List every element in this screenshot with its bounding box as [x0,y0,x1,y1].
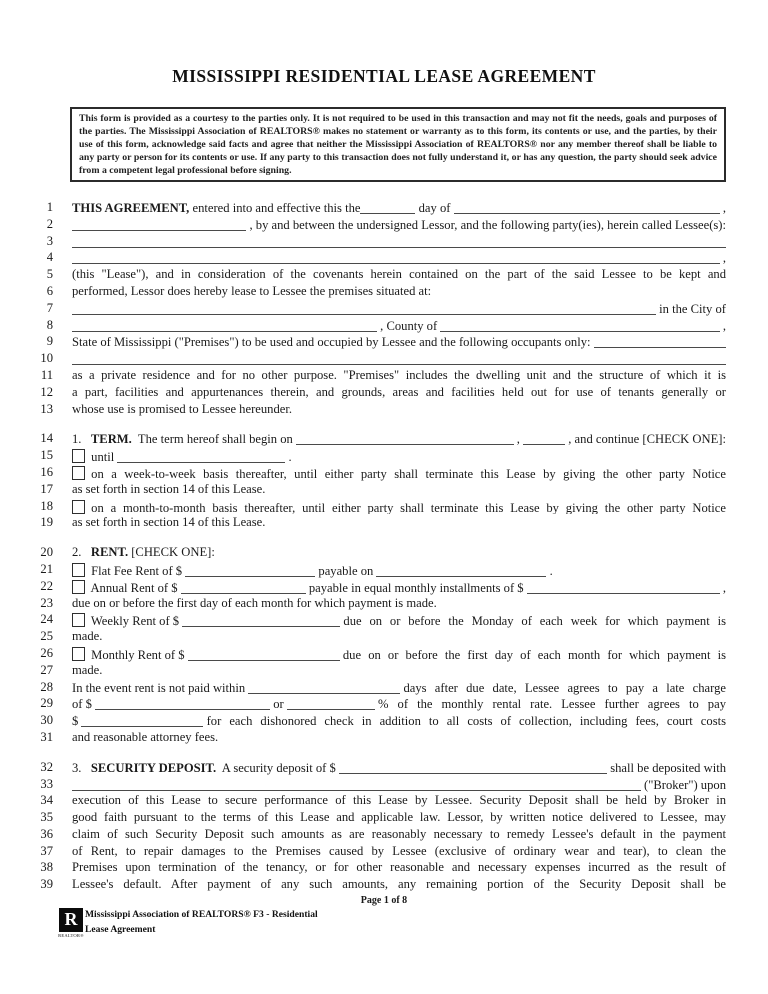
checkbox[interactable] [72,647,85,661]
form-line [40,611,726,628]
line-text: Premises upon termination of the tenancy, or for other reasonable and necessary expenses incurred as the result of [72,860,726,875]
line-number: 37 [40,843,53,858]
line-text: of Rent, to repair damages to the Premises caused by Lessee (exclusive of ordinary wear and tear), to clean the [72,843,726,858]
line-number: 22 [40,578,53,593]
checkbox[interactable] [72,500,85,514]
line-text: Flat Fee Rent of $ [88,563,186,578]
line-text: a part, facilities and appurtenances therein, and grounds, areas and facilities held out for use of tenants generally or [72,384,726,399]
line-number: 27 [40,662,53,677]
line-text: State of Mississippi ("Premises") to be used and occupied by Lessee and the following occupants only: [72,335,594,350]
line-content [72,233,726,250]
line-content [72,679,726,696]
line-content [72,662,726,679]
line-content [72,628,726,645]
form-line [40,578,726,595]
form-line [40,401,726,418]
line-number: 2 [46,216,53,231]
line-content [72,729,726,746]
line-text: , County of [377,318,441,333]
document-body [40,199,726,893]
line-text: Monthly Rent of $ [88,647,188,662]
line-number: 39 [40,877,53,892]
line-number: 36 [40,826,53,841]
checkbox[interactable] [72,466,85,480]
line-number: 24 [40,612,53,627]
blank-field[interactable] [72,778,641,791]
form-line [40,561,726,578]
blank-field[interactable] [117,450,285,463]
line-text: made. [72,662,103,677]
form-line [40,662,726,679]
line-text: (this "Lease"), and in consideration of the covenants herein contained on the part of the said Lessee to be kept and [72,267,726,282]
line-content [72,430,726,447]
form-line [40,776,726,793]
line-content [72,266,726,283]
line-number: 38 [40,860,53,875]
line-content [72,401,726,418]
blank-field[interactable] [81,714,203,727]
line-content [72,645,726,662]
line-number: 35 [40,810,53,825]
line-content [72,695,726,712]
line-text: days after due date, Lessee agrees to pay a late charge [403,680,726,695]
line-number: 21 [40,561,53,576]
blank-field[interactable] [72,251,720,264]
line-content [72,578,726,595]
line-text: entered into and effective this the [189,201,361,215]
line-number: 10 [40,351,53,366]
line-number: 1 [46,200,53,214]
form-line [40,430,726,447]
section-heading-text: RENT. [90,545,129,560]
line-text: Weekly Rent of $ [88,614,183,629]
line-number: 14 [40,431,53,446]
line-text: due on or before the first day of each month for which payment is [342,647,726,662]
line-content [72,712,726,729]
line-number: 11 [40,367,53,382]
line-text: due on or before the first day of each month for which payment is made. [72,595,437,610]
blank-field[interactable] [360,201,415,214]
form-line [40,595,726,612]
line-number: 23 [40,595,53,610]
blank-field[interactable] [72,319,377,332]
form-line [40,792,726,809]
line-number: 6 [46,283,53,298]
line-number: 12 [40,384,53,399]
blank-field[interactable] [72,352,726,365]
line-content [72,792,726,809]
blank-field[interactable] [527,581,720,594]
line-content [72,859,726,876]
form-line [40,233,726,250]
blank-field[interactable] [287,697,375,710]
line-text: due on or before the Monday of each week for which payment is [343,614,726,629]
form-line [40,759,726,776]
form-line [40,679,726,696]
line-text: shall be deposited with [607,760,726,775]
line-text: on a week-to-week basis thereafter, until either party shall terminate this Lease by giving the other party Notice [91,466,726,481]
line-text: $ [72,714,82,729]
form-line [40,843,726,860]
form-line [40,809,726,826]
blank-field[interactable] [72,235,726,248]
checkbox[interactable] [72,563,85,577]
form-line [40,514,726,531]
line-text: made. [72,629,103,644]
line-number: 18 [40,498,53,513]
blank-field[interactable] [181,581,306,594]
line-text: or [270,697,287,712]
line-text: for each dishonored check in addition to all costs of collection, including fees, court costs [206,714,726,729]
form-line [40,199,726,216]
realtor-logo-caption: REALTOR® [58,933,84,938]
form-line [40,317,726,334]
line-text: , [719,251,726,266]
line-text: , [719,201,726,215]
line-content [72,350,726,367]
line-text: [CHECK ONE]: [128,545,215,560]
line-number: 32 [40,759,53,774]
form-line [40,384,726,401]
line-number: 25 [40,629,53,644]
line-text: Lessee's default. After payment of any such amounts, any remaining portion of the Security Deposit shall be [72,877,726,892]
disclaimer-box: This form is provided as a courtesy to the parties only. It is not required to be used in this transaction and may not fit the needs, goals and purposes of the parties. The Mississippi Association of REALTORS® makes no statement or warranty as to this form, its contents or use, and the parties, by their use of this form, acknowledge said facts and agree that neither the Mississippi Association of REALTORS® nor any member thereof shall be liable to any party or person for its contents or use. If any party to this transaction does not fully understand it, or has any question, the party should seek advice from a competent legal professional before signing. [70,107,726,182]
line-text: execution of this Lease to secure performance of this Lease by Lessee. Security Deposit shall be held by Broker in [72,793,726,808]
blank-field[interactable] [185,564,315,577]
line-text: payable on [315,563,377,578]
blank-field[interactable] [95,697,270,710]
line-content [72,249,726,266]
footer-organization [85,908,318,937]
line-content [72,447,726,464]
line-number: 15 [40,448,53,463]
line-number: 17 [40,481,53,496]
line-text: in the City of [656,301,726,316]
line-content [72,544,726,561]
line-content [72,199,726,216]
form-line [40,826,726,843]
line-content [72,317,726,334]
line-content [72,595,726,612]
line-number: 20 [40,545,53,560]
line-number: 9 [46,334,53,349]
line-text: of $ [72,697,96,712]
line-text: , [513,432,524,447]
line-text: 1. [72,432,91,447]
line-text: until [88,450,118,464]
line-content [72,216,726,233]
line-text: A security deposit of $ [216,760,339,775]
line-content [72,876,726,893]
blank-field[interactable] [454,201,720,214]
line-text: Annual Rent of $ [88,580,181,595]
line-text: ("Broker") upon [640,777,726,792]
form-line [40,729,726,746]
form-line [40,283,726,300]
form-line [40,350,726,367]
blank-field[interactable] [72,218,246,231]
form-line [40,544,726,561]
line-text: % of the monthly rental rate. Lessee further agrees to pay [378,697,726,712]
blank-field[interactable] [594,335,726,348]
blank-field[interactable] [523,432,565,445]
blank-field[interactable] [248,681,400,694]
form-line [40,645,726,662]
realtor-logo-icon: R [59,908,83,932]
form-line [40,216,726,233]
line-content [72,283,726,300]
line-text: good faith pursuant to the terms of this Lease and applicable law. Lessor, by written notice delivered to Lessee, may [72,810,726,825]
blank-field[interactable] [440,319,719,332]
line-number: 29 [40,696,53,711]
line-number: 30 [40,713,53,728]
footer-org-line2: Lease Agreement [85,923,156,935]
section-heading-text: TERM. [90,432,132,447]
checkbox[interactable] [72,613,85,627]
form-line [40,859,726,876]
line-number: 28 [40,679,53,694]
line-content [72,367,726,384]
line-content [72,826,726,843]
blank-field[interactable] [188,648,340,661]
line-text: The term hereof shall begin on [131,432,296,447]
footer-org-line1: Mississippi Association of REALTORS® F3 - Residential [85,909,318,920]
blank-field[interactable] [339,761,607,774]
line-number: 8 [46,317,53,332]
form-line [40,628,726,645]
realtor-logo [57,908,85,938]
line-content [72,333,726,350]
line-content [72,561,726,578]
line-text: claim of such Security Deposit such amounts as are reasonably necessary to remedy Lessee's default in the payment [72,826,726,841]
form-line [40,498,726,515]
line-content [72,464,726,481]
line-number: 33 [40,776,53,791]
line-content [72,481,726,498]
line-number: 31 [40,729,53,744]
line-text: , [719,580,726,595]
line-content [72,776,726,793]
line-text: In the event rent is not paid within [72,680,249,695]
form-line [40,712,726,729]
form-line [40,266,726,283]
line-text: performed, Lessor does hereby lease to Lessee the premises situated at: [72,283,432,298]
section-heading-text: SECURITY DEPOSIT. [90,760,217,775]
line-number: 7 [46,300,53,315]
form-line [40,695,726,712]
section-heading-text: THIS AGREEMENT, [72,201,190,215]
form-line [40,367,726,384]
line-content [72,809,726,826]
checkbox[interactable] [72,449,85,463]
line-content [72,759,726,776]
line-text: , and continue [CHECK ONE]: [565,432,726,447]
line-number: 4 [46,250,53,265]
line-number: 5 [46,267,53,282]
line-text: , by and between the undersigned Lessor, and the following party(ies), herein called Lessee(s): [246,217,726,232]
line-number: 13 [40,401,53,416]
line-text: whose use is promised to Lessee hereunder. [72,401,292,416]
line-number: 3 [46,233,53,248]
line-number: 19 [40,515,53,530]
blank-field[interactable] [72,302,656,315]
line-content [72,514,726,531]
page-number: Page 1 of 8 [360,895,408,906]
line-text: and reasonable attorney fees. [72,729,219,744]
line-number: 16 [40,464,53,479]
checkbox[interactable] [72,580,85,594]
line-content [72,384,726,401]
line-text: as a private residence and for no other purpose. "Premises" includes the dwelling unit and the structure of which it is [72,367,726,382]
line-text: . [285,450,292,464]
blank-field[interactable] [376,564,546,577]
line-content [72,611,726,628]
form-line [40,300,726,317]
line-text: , [719,318,726,333]
form-line [40,333,726,350]
line-content [72,300,726,317]
line-text: payable in equal monthly installments of $ [305,580,527,595]
line-text: 2. [72,545,91,560]
form-line [40,481,726,498]
form-line [40,876,726,893]
blank-field[interactable] [296,432,514,445]
line-text: as set forth in section 14 of this Lease. [72,481,266,496]
line-text: day of [415,201,454,215]
line-content [72,843,726,860]
line-number: 26 [40,645,53,660]
form-line [40,464,726,481]
page-title: MISSISSIPPI RESIDENTIAL LEASE AGREEMENT [172,66,596,86]
line-content [72,498,726,515]
line-text: 3. [72,760,91,775]
line-number: 34 [40,793,53,808]
line-text: on a month-to-month basis thereafter, until either party shall terminate this Lease by giving the other party Notice [91,500,726,515]
form-line [40,447,726,464]
line-text: as set forth in section 14 of this Lease. [72,515,266,530]
line-text: . [546,563,553,578]
form-line [40,249,726,266]
blank-field[interactable] [182,614,340,627]
